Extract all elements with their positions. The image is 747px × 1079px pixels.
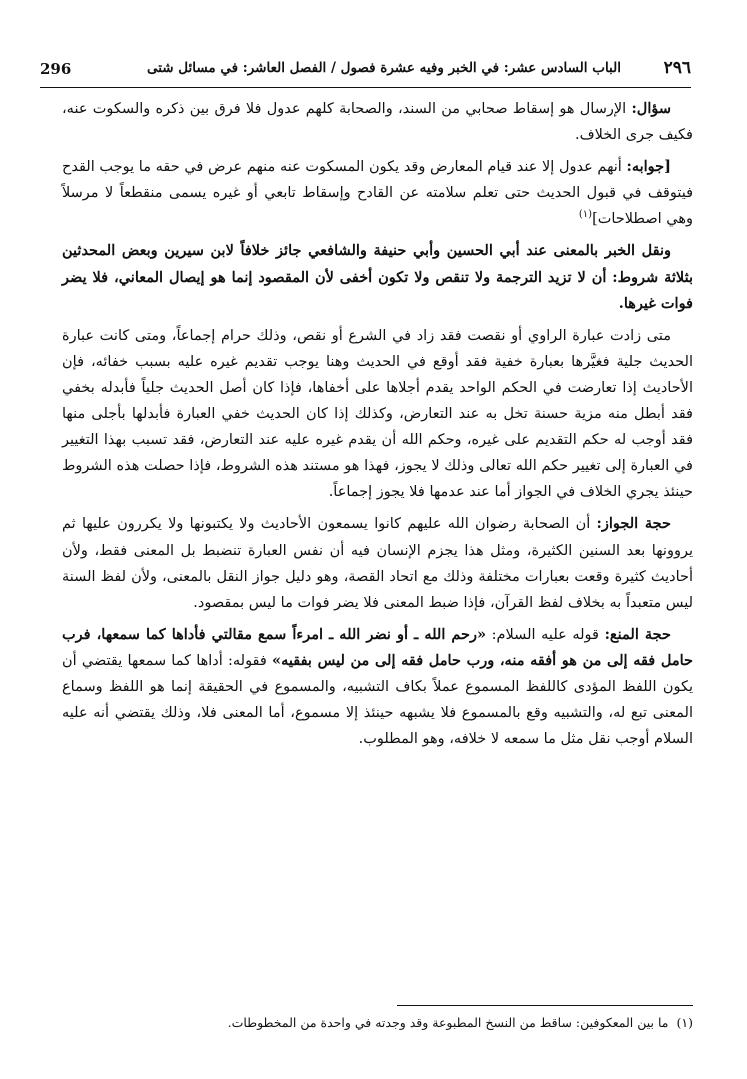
paragraph-question	[62, 96, 693, 148]
paragraph-rule: ونقل الخبر بالمعنى عند أبي الحسين وأبي حنيفة والشافعي جائز خلافاً لابن سيرين وبعض المحدثين بثلاثة شروط: أن لا تزيد الترجمة ولا تنقص ولا تكون أخفى لأن المقصود إنما هو إيصال المعاني، فلا يضر فوات غيرها.	[62, 242, 693, 312]
argument-permission-text: أن الصحابة رضوان الله عليهم كانوا يسمعون الأحاديث ولا يكتبونها ولا يكررون عليها ثم يروونها بعد السنين الكثيرة، ومثل هذا يجزم الإنسان فيه أن نفس العبارة تنضبط بل المعنى فقط، ولأن أحاديث كثيرة وقعت بعبارات مختلفة وذلك مع اتحاد القصة، وهو دليل جواز النقل بالمعنى، ولأن لفظ السنة ليس متعبداً به بخلاف لفظ القرآن، فإذا ضبط المعنى فلا يضر فوات ما ليس بمقصود.	[62, 516, 693, 611]
argument-prohibition-label: حجة المنع:	[604, 625, 671, 643]
question-label: سؤال:	[631, 100, 671, 117]
footnote-number: (١)	[676, 1015, 693, 1030]
paragraph-explanation: متى زادت عبارة الراوي أو نقصت فقد زاد في الشرع أو نقص، وذلك حرام إجماعاً، ومتى كانت عبارة الحديث جلية فغيَّرها بعبارة خفية فقد أوقع في الحديث وهنا يوجب تقديم غيره عليه بسبب خفائه، فإن الأحاديث إذا تعارضت في الحكم الواحد يقدم أجلاها على أخفاها، فإذا كان أصل الحديث جلياً فأبدله بخفي فقد أبطل منه مزية حسنة تخل به عند التعارض، وكذلك إذا كان الحديث خفي العبارة فأبدلها بأجلى منها فقد أوجب له حكم التقديم على غيره، وحكم الله أن يقدم غيره عليه عند التعارض، فقد تسبب بهذا التغيير في العبارة إلى تغيير حكم الله تعالى وذلك لا يجوز، فهذا هو مستند هذه الشروط، فإذا حصلت هذه الشروط حينئذ يجري الخلاف في الجواز أما عند عدمها فلا يجوز إجماعاً.	[62, 327, 693, 501]
argument-prohibition-text: فقوله: أداها كما سمعها يقتضي أن يكون اللفظ المؤدى كاللفظ المسموع عملاً بكاف التشبيه، والمسموع في الحقيقة إنما هو اللفظ وسماع المعنى تبع له، والتشبيه وقع بالمسموع فلا يشبهه حينئذ إلا مسموع، أما المعنى فلا، وذلك يقتضي أنه عليه السلام أوجب نقل مثل ما سمعه لا خلافه، وهو المطلوب.	[62, 652, 693, 748]
paragraph-argument-permission	[62, 511, 693, 615]
footnote-text: ما بين المعكوفين: ساقط من النسخ المطبوعة وقد وجدته في واحدة من المخطوطات.	[227, 1015, 669, 1030]
paragraph-answer	[62, 154, 693, 232]
running-header	[40, 54, 691, 90]
footnote	[62, 1013, 693, 1033]
header-title: الباب السادس عشر: في الخبر وفيه عشرة فصول / الفصل العاشر: في مسائل شتى	[146, 60, 621, 76]
argument-permission-label: حجة الجواز:	[596, 515, 671, 533]
paragraph-argument-prohibition	[62, 622, 693, 752]
hadith-quote: «رحم الله ـ أو نضر الله ـ امرءاً سمع مقالتي فأداها كما سمعها، فرب حامل فقه إلى من هو أفقه منه، ورب حامل فقه إلى من ليس بفقيه»	[62, 625, 693, 669]
question-text: الإرسال هو إسقاط صحابي من السند، والصحابة كلهم عدول فلا فرق بين ذكره والسكوت عنه، فكيف جرى الخلاف.	[62, 101, 693, 144]
answer-text: أنهم عدول إلا عند قيام المعارض وقد يكون المسكوت عنه منهم عرض في حقه ما يوجب القدح فيتوقف في قبول الحديث حتى تعلم سلامته عن القادح وإسقاط تابعي أو غيره يسمى منقطعاً لا مرسلاً وهي اصطلاحات]	[62, 159, 693, 228]
page-number-arabic: ٢٩٦	[663, 58, 691, 78]
footnote-reference: (١)	[578, 209, 593, 221]
page-number-latin: 296	[40, 60, 72, 78]
footnote-rule	[397, 1005, 693, 1006]
argument-prohibition-intro: قوله عليه السلام:	[486, 626, 605, 643]
answer-label: [جوابه:	[626, 158, 671, 176]
body-text	[62, 96, 693, 752]
header-rule	[40, 87, 691, 88]
